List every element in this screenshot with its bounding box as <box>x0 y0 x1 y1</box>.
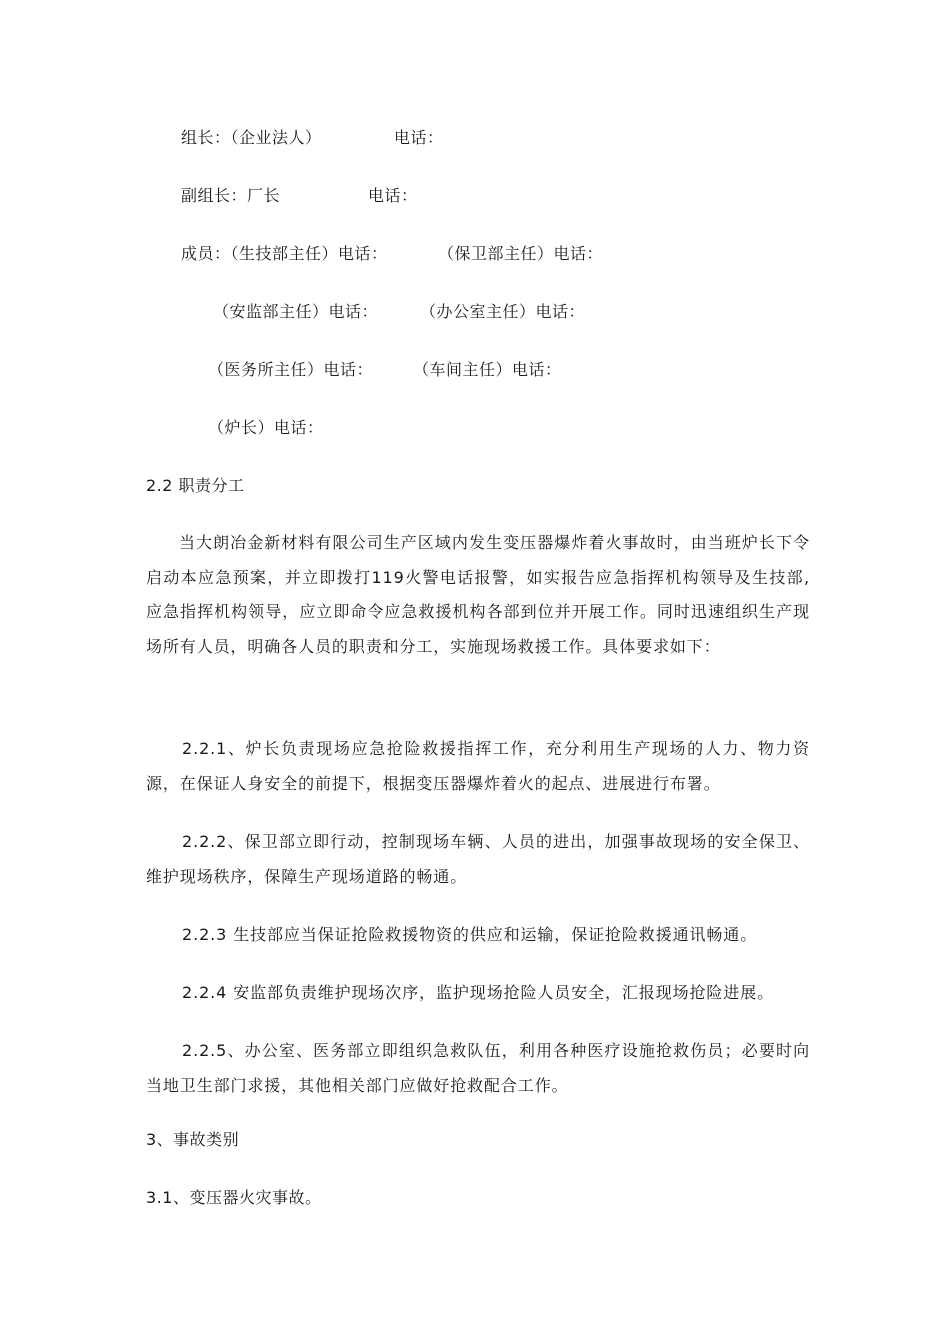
furnace-head-line: （炉长）电话： <box>208 418 324 437</box>
members-line: 成员：（生技部主任）电话： <box>181 244 388 263</box>
medical-head-line: （医务所主任）电话： <box>208 360 374 379</box>
section-2-2-heading: 2.2 职责分工 <box>146 476 245 495</box>
leader-line: 组长：（企业法人） <box>181 128 322 147</box>
safety-head-line: （安监部主任）电话： <box>213 302 379 321</box>
duty-item-2-2-2: 2.2.2、保卫部立即行动，控制现场车辆、人员的进出，加强事故现场的安全保卫、维护现场秩序，保障生产现场道路的畅通。 <box>146 832 810 886</box>
workshop-head-line: （车间主任）电话： <box>413 360 562 379</box>
office-head-line: （办公室主任）电话： <box>420 302 586 321</box>
duty-item-2-2-5: 2.2.5、办公室、医务部立即组织急救队伍，利用各种医疗设施抢救伤员；必要时向当地卫生部门求援，其他相关部门应做好抢救配合工作。 <box>146 1041 810 1095</box>
duty-item-2-2-4: 2.2.4 安监部负责维护现场次序，监护现场抢险人员安全，汇报现场抢险进展。 <box>182 983 774 1002</box>
security-head-line: （保卫部主任）电话： <box>438 244 604 263</box>
duty-item-2-2-3: 2.2.3 生技部应当保证抢险救援物资的供应和运输，保证抢险救援通讯畅通。 <box>182 925 758 944</box>
deputy-phone: 电话： <box>368 186 418 205</box>
section-3-item-1: 3.1、变压器火灾事故。 <box>146 1188 322 1207</box>
leader-phone: 电话： <box>394 128 444 147</box>
section-2-2-intro: 当大朗冶金新材料有限公司生产区域内发生变压器爆炸着火事故时，由当班炉长下令启动本应急预案，并立即拨打119火警电话报警，如实报告应急指挥机构领导及生技部,应急指挥机构领导，应立即命令应急救援机构各部到位并开展工作。同时迅速组织生产现场所有人员，明确各人员的职责和分工，实施现场救援工作。具体要求如下： <box>146 533 810 656</box>
duty-item-2-2-1: 2.2.1、炉长负责现场应急抢险救援指挥工作，充分利用生产现场的人力、物力资源，在保证人身安全的前提下，根据变压器爆炸着火的起点、进展进行布署。 <box>146 739 810 793</box>
deputy-line: 副组长：厂长 <box>181 186 281 205</box>
section-3-heading: 3、事故类别 <box>146 1130 240 1149</box>
